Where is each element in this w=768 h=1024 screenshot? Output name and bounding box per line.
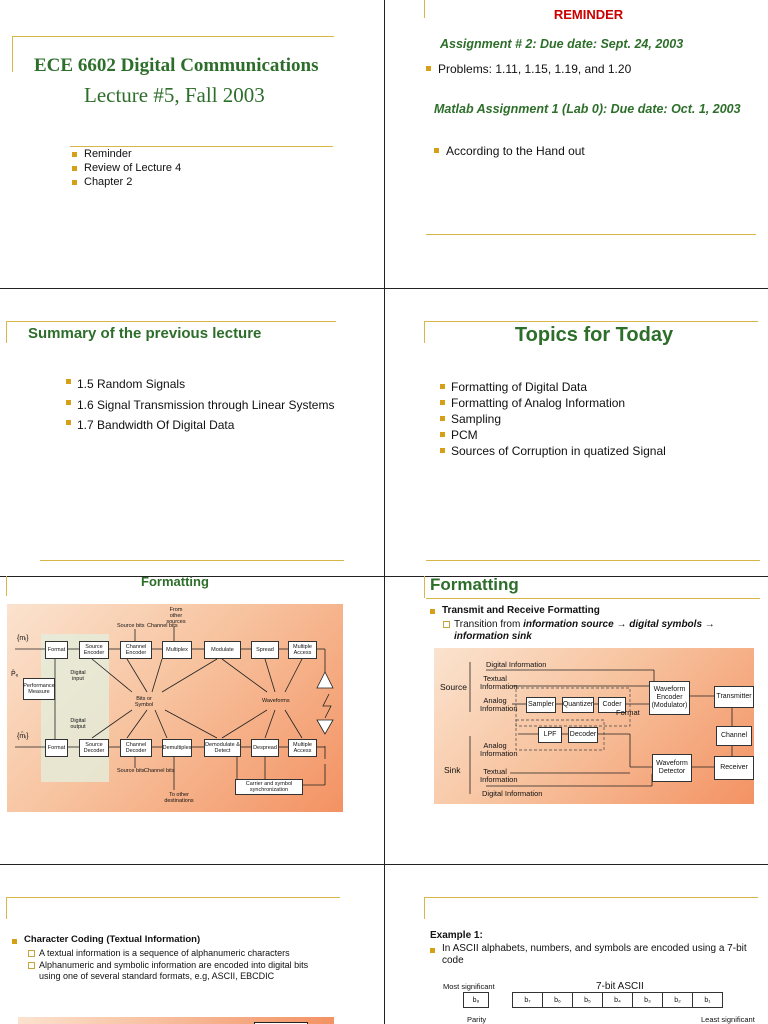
topics-title: Topics for Today — [514, 324, 674, 346]
slide-2 — [384, 0, 768, 288]
textual-info-bottom-label: Textual Information — [480, 767, 518, 784]
waveform-detector-block: Waveform Detector — [652, 754, 692, 782]
slide-7 — [0, 864, 384, 1024]
gold-rule-bottom — [426, 560, 760, 561]
seven-bit-ascii-label: 7-bit ASCII — [596, 981, 644, 992]
despread-block: Despread — [251, 739, 279, 757]
slide-3 — [0, 288, 384, 576]
to-other-destinations-label: To other destinations — [164, 792, 194, 804]
lpf-block: LPF — [538, 727, 562, 743]
slide-8 — [384, 864, 768, 1024]
demodulate-detect-block: Demodulate & Detect — [204, 739, 241, 757]
channel-bits-label: Channel bits — [147, 623, 178, 629]
digital-input-label: Digital input — [70, 670, 86, 682]
problems-item: Problems: 1.11, 1.15, 1.19, and 1.20 — [426, 61, 631, 77]
assignment-2-heading: Assignment # 2: Due date: Sept. 24, 2003 — [440, 37, 684, 51]
carrier-sync-block: Carrier and symbol synchronization — [235, 779, 303, 795]
source-decoder-block: Source Decoder — [79, 739, 109, 757]
most-significant-label: Most significant — [443, 982, 495, 991]
communication-system-diagram — [7, 604, 343, 812]
bits-or-symbol-label: Bits or Symbol — [134, 696, 154, 708]
matlab-heading: Matlab Assignment 1 (Lab 0): Due date: Oct. 1, 2003 — [434, 102, 741, 116]
gold-rule-vertical — [6, 897, 7, 919]
list-item: Reminder — [72, 147, 181, 161]
quantizer-block: Quantizer — [562, 697, 594, 713]
spread-block: Spread — [251, 641, 279, 659]
digital-output-label: Digital output — [70, 718, 86, 730]
example-heading: Example 1: — [430, 930, 483, 941]
error-probability-label: P̂ₑ — [11, 671, 19, 678]
bit-cell: b₇ — [512, 992, 543, 1008]
agenda-list — [72, 147, 181, 189]
list-item: PCM — [440, 427, 666, 443]
gold-rule-top — [424, 321, 758, 322]
bit-cell: b₄ — [602, 992, 633, 1008]
transmitter-block: Transmitter — [714, 686, 754, 708]
reminder-title: REMINDER — [553, 7, 624, 22]
channel-decoder-block: Channel Decoder — [120, 739, 152, 757]
least-significant-label: Least significant — [701, 1015, 755, 1024]
gold-rule-top — [12, 36, 334, 37]
list-item: 1.5 Random Signals — [66, 374, 334, 395]
output-message-label: {m̂ᵢ} — [17, 733, 29, 740]
format-block: Format — [45, 739, 68, 757]
format-block: Format — [45, 641, 68, 659]
format-label: Format — [616, 708, 640, 717]
gold-rule-top — [426, 598, 760, 599]
formatting-title: Formatting — [141, 576, 209, 589]
alphanumeric-subitem: Alphanumeric and symbolic information are encoded into digital bits using one of several standard formats, e.g, ASCII, EBCDIC — [27, 960, 329, 982]
multiple-access-block: Multiple Access — [288, 641, 317, 659]
sampler-block: Sampler — [526, 697, 556, 713]
gold-rule-top — [6, 897, 340, 898]
channel-bits-bottom-label: Channel bits — [144, 768, 175, 774]
source-bits-bottom-label: Source bits — [117, 768, 145, 774]
list-item: Chapter 2 — [72, 175, 181, 189]
bit-cell: b₅ — [572, 992, 603, 1008]
gold-rule-top — [424, 897, 758, 898]
gold-rule-bottom — [426, 234, 756, 235]
transition-subitem — [442, 619, 768, 643]
waveforms-label: Waveforms — [262, 698, 290, 704]
parity-bit-cell: b₈ — [463, 992, 489, 1008]
transition-chain: information source → digital symbols → information sink — [454, 619, 715, 642]
summary-list — [66, 374, 334, 436]
parity-label: Parity — [467, 1015, 487, 1024]
source-label: Source — [440, 682, 467, 692]
gold-rule-vertical — [12, 36, 13, 72]
slide-4 — [384, 288, 768, 576]
channel-encoder-block: Channel Encoder — [120, 641, 152, 659]
bit-cell: b₂ — [662, 992, 693, 1008]
ascii-bits-row — [512, 992, 723, 1008]
from-other-sources-label: From other sources — [166, 607, 186, 625]
list-item: Formatting of Digital Data — [440, 379, 666, 395]
coder-block: Coder — [598, 697, 626, 713]
handout-item: According to the Hand out — [434, 143, 585, 159]
decoder-block: Decoder — [568, 727, 598, 743]
analog-info-label: Analog Information — [480, 696, 518, 713]
list-item: 1.6 Signal Transmission through Linear Systems — [66, 395, 334, 416]
gold-rule-vertical — [6, 321, 7, 343]
list-item: Sampling — [440, 411, 666, 427]
course-title: ECE 6602 Digital Communications — [34, 55, 319, 76]
lecture-title: Lecture #5, Fall 2003 — [84, 83, 265, 107]
ascii-item: In ASCII alphabets, numbers, and symbols are encoded using a 7-bit code — [430, 943, 762, 967]
multiplex-block: Multiplex — [162, 641, 192, 659]
performance-measure-block: Performance Measure — [23, 678, 55, 700]
transition-prefix: Transition from — [454, 619, 524, 630]
gold-rule-bottom — [40, 560, 344, 561]
digital-info-bottom-label: Digital Information — [482, 789, 543, 798]
topics-list — [440, 379, 666, 459]
sink-label: Sink — [444, 765, 461, 775]
gold-rule-vertical — [424, 576, 425, 598]
modulate-block: Modulate — [204, 641, 241, 659]
textual-info-subitem: A textual information is a sequence of alphanumeric characters — [27, 948, 339, 959]
list-item: Review of Lecture 4 — [72, 161, 181, 175]
bit-cell: b₁ — [692, 992, 723, 1008]
list-item: 1.7 Bandwidth Of Digital Data — [66, 415, 334, 436]
summary-title: Summary of the previous lecture — [28, 325, 262, 342]
slide-1 — [0, 0, 384, 288]
input-message-label: {mᵢ} — [17, 635, 29, 642]
gold-rule-top — [6, 321, 336, 322]
formatting-title: Formatting — [430, 576, 519, 594]
source-encoder-block: Source Encoder — [79, 641, 109, 659]
channel-block: Channel — [716, 726, 752, 746]
digital-info-label: Digital Information — [486, 660, 547, 669]
character-coding-item: Character Coding (Textual Information) — [12, 934, 200, 946]
source-bits-label: Source bits — [117, 623, 145, 629]
format-diagram — [434, 648, 754, 804]
slide-6 — [384, 576, 768, 864]
multiple-access-block: Multiple Access — [288, 739, 317, 757]
list-item: Formatting of Analog Information — [440, 395, 666, 411]
receiver-block: Receiver — [714, 756, 754, 780]
bit-cell: b₆ — [542, 992, 573, 1008]
gold-rule-vertical — [424, 897, 425, 919]
slide-5 — [0, 576, 384, 864]
waveform-encoder-block: Waveform Encoder (Modulator) — [649, 681, 690, 715]
demultiplex-block: Demultiplex — [162, 739, 192, 757]
list-item: Sources of Corruption in quatized Signal — [440, 443, 666, 459]
transmit-receive-item: Transmit and Receive Formatting — [430, 604, 600, 617]
textual-info-label: Textual Information — [480, 674, 518, 691]
analog-info-bottom-label: Analog Information — [480, 741, 518, 758]
bit-cell: b₃ — [632, 992, 663, 1008]
